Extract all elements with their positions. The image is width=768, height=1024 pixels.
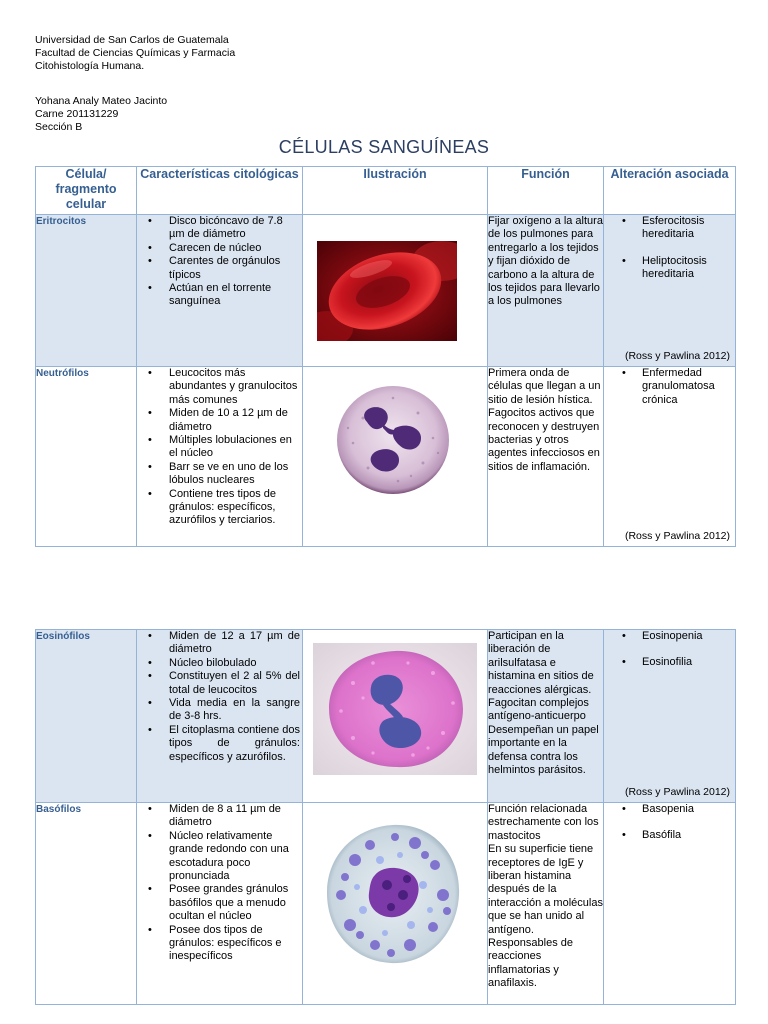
author-line: Yohana Analy Mateo Jacinto (35, 95, 168, 107)
erythrocyte-illustration (317, 241, 457, 341)
list-item: • Eosinopenia (604, 630, 735, 643)
list-item: • Eosinofilia (604, 656, 735, 669)
carne-line: Carne 201131229 (35, 108, 119, 120)
citation: (Ross y Pawlina 2012) (624, 349, 730, 362)
col-func-header: Función (488, 167, 604, 215)
section-line: Sección B (35, 121, 83, 133)
col-alt-header: Alteración asociada (604, 167, 736, 215)
list-item: • Constituyen el 2 al 5% del total de leucocitos (137, 670, 302, 697)
list-item: • Carentes de orgánulos típicos (137, 255, 302, 282)
illustration-cell (303, 803, 488, 1005)
alteration-cell (604, 215, 736, 367)
student-header (35, 95, 167, 134)
list-item: • Actúan en el torrente sanguínea (137, 282, 302, 309)
list-item: • Disco bicóncavo de 7.8 µm de diámetro (137, 215, 302, 242)
list-item: • Posee grandes gránulos basófilos que a menudo ocultan el núcleo (137, 883, 302, 923)
cell-name: Basófilos (36, 803, 137, 1005)
cells-table-part-2 (35, 629, 736, 1005)
list-item: • Contiene tres tipos de gránulos: específicos, azurófilos y terciarios. (137, 488, 302, 528)
list-item: • Basopenia (604, 803, 735, 816)
list-item: • Vida media en la sangre de 3-8 hrs. (137, 697, 302, 724)
university-line: Universidad de San Carlos de Guatemala (35, 34, 229, 46)
list-item: • Múltiples lobulaciones en el núcleo (137, 434, 302, 461)
list-item: • Carecen de núcleo (137, 242, 302, 255)
illustration-cell (303, 367, 488, 547)
table-row-neutrofilos (36, 367, 736, 547)
faculty-line: Facultad de Ciencias Químicas y Farmacia (35, 47, 236, 59)
course-line: Citohistología Humana. (35, 60, 145, 72)
col-cell-header: Célula/ fragmento celular (36, 167, 137, 215)
citation: (Ross y Pawlina 2012) (624, 529, 730, 542)
page-title: CÉLULAS SANGUÍNEAS (278, 137, 490, 157)
list-item: • Miden de 10 a 12 µm de diámetro (137, 407, 302, 434)
institution-header (35, 34, 235, 73)
function-cell: Primera onda de células que llegan a un sitio de lesión hística. Fagocitos activos que reconocen y destruyen bacterias y otros agentes infecciosos en sitios de inflamación. (488, 367, 604, 547)
list-item: • Esferocitosis hereditaria (604, 215, 735, 242)
col-ill-header: Ilustración (303, 167, 488, 215)
chars-cell (137, 367, 303, 547)
eosinophil-illustration (313, 643, 477, 775)
alteration-cell (604, 803, 736, 1005)
chars-cell (137, 215, 303, 367)
cell-name: Eritrocitos (36, 215, 137, 367)
list-item: • Miden de 8 a 11 µm de diámetro (137, 803, 302, 830)
chars-cell (137, 803, 303, 1005)
alteration-cell (604, 367, 736, 547)
list-item: • Barr se ve en uno de los lóbulos nucleares (137, 461, 302, 488)
illustration-cell (303, 215, 488, 367)
function-cell: Participan en la liberación de arilsulfatasa e histamina en sitios de reacciones alérgicas. Fagocitan complejos antígeno-anticuerpo Desempeñan un papel importante en la defensa contra los helmintos parásitos. (488, 630, 604, 803)
col-chars-header: Características citológicas (137, 167, 303, 215)
cells-table-part-1 (35, 166, 736, 547)
chars-cell (137, 630, 303, 803)
function-cell: Fijar oxígeno a la altura de los pulmones para entregarlo a los tejidos y fijan dióxido de carbono a la altura de los tejidos para llevarlo a los pulmones (488, 215, 604, 367)
table-row-eritrocitos (36, 215, 736, 367)
list-item: • Núcleo bilobulado (137, 657, 302, 670)
list-item: • Posee dos tipos de gránulos: específicos e inespecíficos (137, 924, 302, 964)
table-row-eosinofilos (36, 630, 736, 803)
cell-name: Eosinófilos (36, 630, 137, 803)
citation: (Ross y Pawlina 2012) (624, 785, 730, 798)
table-header-row (36, 167, 736, 215)
function-cell: Función relacionada estrechamente con los mastocitos En su superficie tiene receptores de IgE y liberan histamina después de la interacción a moléculas que se han unido al antígeno. Responsables de reacciones inflamatorias y anafilaxis. (488, 803, 604, 1005)
alteration-cell (604, 630, 736, 803)
table-row-basofilos (36, 803, 736, 1005)
list-item: • Enfermedad granulomatosa crónica (604, 367, 735, 407)
list-item: • Núcleo relativamente grande redondo con una escotadura poco pronunciada (137, 830, 302, 884)
illustration-cell (303, 630, 488, 803)
list-item: • El citoplasma contiene dos tipos de gránulos: específicos y azurófilos. (137, 724, 302, 764)
basophil-illustration (315, 815, 471, 973)
cell-name: Neutrófilos (36, 367, 137, 547)
list-item: • Miden de 12 a 17 µm de diámetro (137, 630, 302, 657)
list-item: • Leucocitos más abundantes y granulocitos más comunes (137, 367, 302, 407)
list-item: • Heliptocitosis hereditaria (604, 255, 735, 282)
list-item: • Basófila (604, 829, 735, 842)
neutrophil-illustration (323, 378, 463, 502)
